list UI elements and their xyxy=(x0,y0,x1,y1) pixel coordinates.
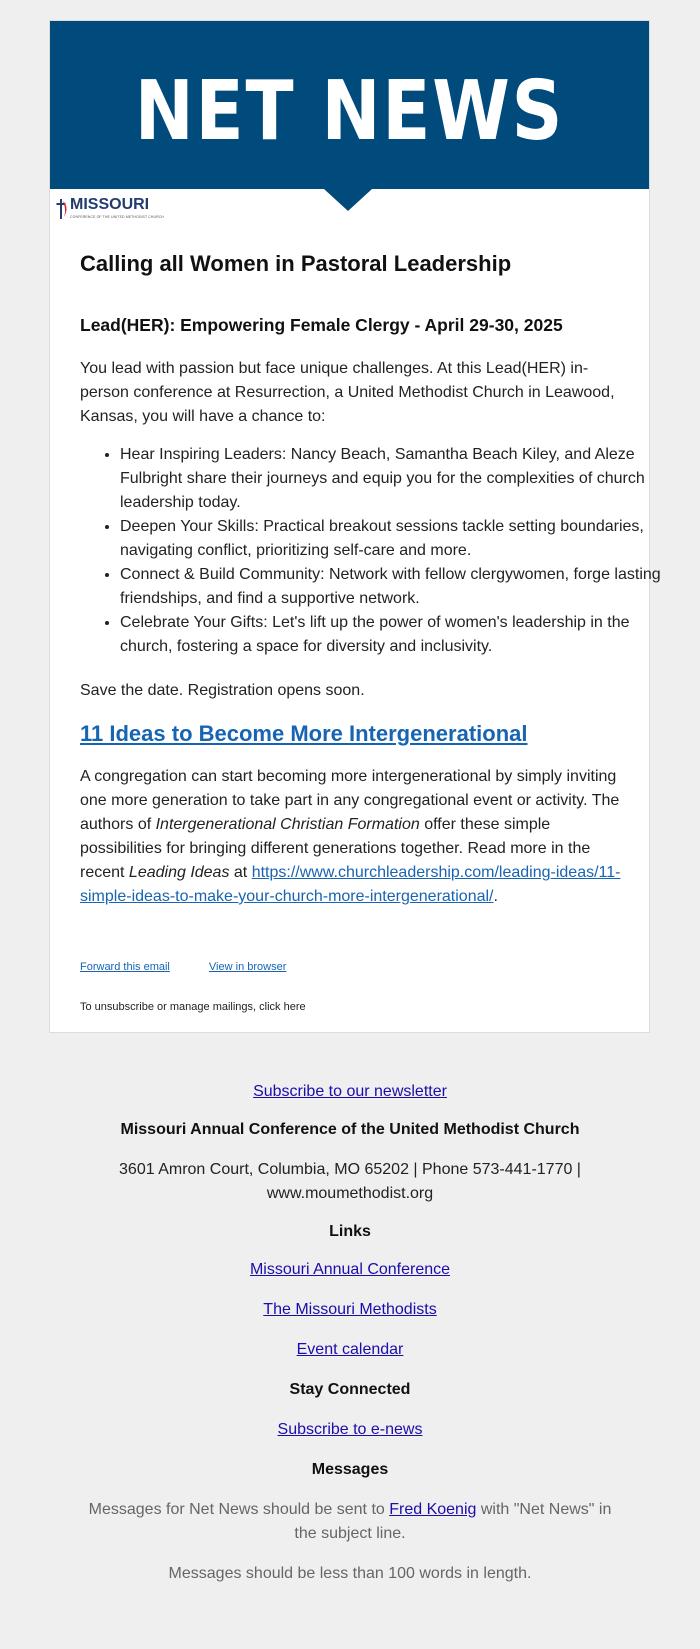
save-the-date: Save the date. Registration opens soon. xyxy=(80,682,365,699)
article-2-text: at xyxy=(229,864,252,881)
main-content xyxy=(80,249,661,905)
header-banner xyxy=(50,21,649,189)
page-footer xyxy=(0,1080,700,1586)
article-intro: You lead with passion but face unique challenges. At this Lead(HER) in-person conference at Resurrection, a United Methodist Church in Leawood, Kansas, you will have a chance to: xyxy=(80,360,615,425)
messages-limit: Messages should be less than 100 words in length. xyxy=(168,1565,532,1582)
article-2-text: offer these simple possibilities for bringing different generations together. Read more in the recent xyxy=(80,816,591,881)
stay-connected-heading: Stay Connected xyxy=(289,1381,411,1398)
article-2-end: . xyxy=(493,888,498,905)
article-title: Calling all Women in Pastoral Leadership xyxy=(80,251,512,276)
list-item: • Deepen Your Skills: Practical breakout sessions tackle setting boundaries, navigating conflict, prioritizing self-care and more. xyxy=(120,515,665,563)
forward-email-link[interactable]: Forward this email xyxy=(80,961,170,973)
logo-wordmark: MISSOURI xyxy=(70,196,150,213)
subscribe-enews-link[interactable]: Subscribe to e-news xyxy=(277,1421,423,1438)
book-title: Intergenerational Christian Formation xyxy=(155,816,420,833)
list-item: • Hear Inspiring Leaders: Nancy Beach, Samantha Beach Kiley, and Aleze Fulbright share their journeys and equip you for the complexities of church leadership today. xyxy=(120,443,665,515)
list-item: • Connect & Build Community: Network with fellow clergywomen, forge lasting friendships, and find a supportive network. xyxy=(120,563,665,611)
missouri-logo xyxy=(56,195,165,225)
unsubscribe-text[interactable]: To unsubscribe or manage mailings, click here xyxy=(80,1001,306,1013)
article-2-text: A congregation can start becoming more intergenerational by simply inviting one more generation to take part in any congregational event or activity. The authors of xyxy=(80,768,620,833)
fred-koenig-link[interactable]: Fred Koenig xyxy=(389,1501,477,1518)
benefits-list xyxy=(80,443,665,659)
logo-subtext: CONFERENCE OF THE UNITED METHODIST CHURCH xyxy=(70,215,165,219)
article-2-title-link[interactable]: 11 Ideas to Become More Intergenerational xyxy=(80,721,528,746)
cross-flame-icon xyxy=(56,197,68,219)
banner-title: NET NEWS xyxy=(134,64,565,159)
organization-name: Missouri Annual Conference of the United Methodist Church xyxy=(120,1121,580,1138)
messages-text: Messages for Net News should be sent to xyxy=(88,1501,390,1518)
article-2-link[interactable]: https://www.churchleadership.com/leading-ideas/11-simple-ideas-to-make-your-church-more-intergenerational/ xyxy=(80,864,621,905)
event-calendar-link[interactable]: Event calendar xyxy=(296,1341,404,1358)
subscribe-newsletter-link[interactable]: Subscribe to our newsletter xyxy=(253,1083,447,1100)
article-2-body xyxy=(80,765,625,909)
publication-name: Leading Ideas xyxy=(128,864,230,881)
banner-notch xyxy=(324,189,372,211)
email-actions xyxy=(80,961,322,973)
missouri-methodists-link[interactable]: The Missouri Methodists xyxy=(263,1301,437,1318)
list-item: • Celebrate Your Gifts: Let's lift up the power of women's leadership in the church, fostering a space for diversity and inclusivity. xyxy=(120,611,665,659)
messages-instructions xyxy=(0,1498,700,1546)
messages-text: with "Net News" in the subject line. xyxy=(294,1501,612,1542)
links-heading: Links xyxy=(329,1223,371,1240)
messages-heading: Messages xyxy=(311,1461,389,1478)
article-subtitle: Lead(HER): Empowering Female Clergy - April 29-30, 2025 xyxy=(80,315,563,335)
missouri-conference-link[interactable]: Missouri Annual Conference xyxy=(249,1261,451,1278)
view-in-browser-link[interactable]: View in browser xyxy=(208,961,287,973)
newsletter-card xyxy=(49,20,661,1033)
organization-address: 3601 Amron Court, Columbia, MO 65202 | Phone 573-441-1770 | www.moumethodist.org xyxy=(119,1161,581,1202)
